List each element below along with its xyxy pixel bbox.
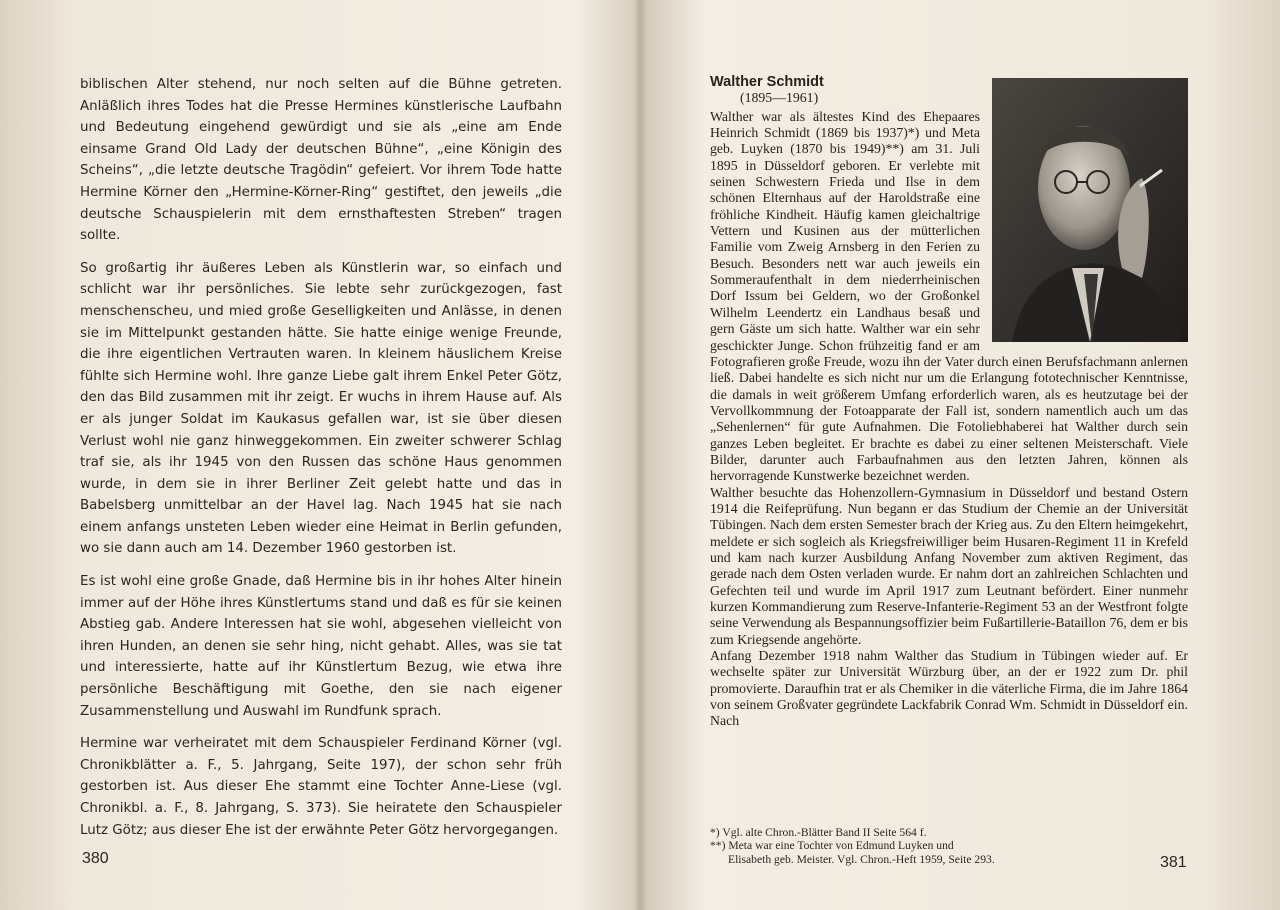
biography-heading-years: (1895—1961) (740, 90, 819, 106)
left-page-text (80, 74, 562, 852)
left-page (0, 0, 632, 910)
left-paragraph-3: Es ist wohl eine große Gnade, daß Hermine bis in ihr hohes Alter hinein immer auf der Höhe ihres Künstlertums stand und daß es für sie keinen Abstieg gab. Andere Interessen hat sie wohl, abgesehen vielleicht von ihren Hunden, an denen sie sehr hing, nicht gehabt. Alles, was sie tat und interessierte, hatte auf ihr Künstlertum Bezug, wie etwa ihre persönliche Beschäftigung mit Goethe, den sie nach eigener Zusammenstellung und Auswahl im Rundfunk sprach. (80, 574, 562, 719)
left-paragraph-1: biblischen Alter stehend, nur noch selten auf die Bühne getreten. Anläßlich ihres Todes hat die Presse Hermines künstlerische Laufbahn und Bedeutung eingehend gewürdigt und sie als „eine am Ende einsame Grand Old Lady der deutschen Bühne“, „eine Königin des Scheins“, „die letzte deutsche Tragödin“ gefeiert. Vor ihrem Tode hatte Hermine Körner den „Hermine-Körner-Ring“ gestiftet, den jeweils „die deutsche Schauspielerin mit dem ernsthaftesten Streben“ tragen sollte. (80, 77, 562, 244)
right-paragraph-3: Anfang Dezember 1918 nahm Walther das Studium in Tübingen wieder auf. Er wechselte später zur Universität Würzburg über, an der er 1922 zum Dr. phil promovierte. Daraufhin trat er als Chemiker in die väterliche Firma, die im Jahre 1864 von seinem Großvater gegründete Lackfabrik Conrad Wm. Schmidt in Düsseldorf ein. Nach (710, 648, 1188, 729)
page-number-left: 380 (82, 850, 109, 867)
biography-heading-name: Walther Schmidt (710, 74, 824, 90)
right-page-text (710, 74, 1188, 730)
left-paragraph-2: So großartig ihr äußeres Leben als Künstlerin war, so einfach und schlicht war ihr persönliches. Sie lebte sehr zurückgezogen, fast menschenscheu, und mied große Geselligkeiten und Anlässe, in denen sie im Mittelpunkt gestanden hätte. Sie hatte einige wenige Freunde, die ihre eigentlichen Vertrauten waren. In kleinem häuslichem Kreise fühlte sich Hermine wohl. Ihre ganze Liebe galt ihrem Enkel Peter Götz, den das Bild zusammen mit ihr zeigt. Er wuchs in ihrem Hause auf. Als er als junger Soldat im Kaukasus gefallen war, ist sie über diesen Verlust wohl nie ganz hinweggekommen. Ein zweiter schwerer Schlag traf sie, als ihr 1945 von den Russen das schöne Haus genommen wurde, in dem sie in ihrer Berliner Zeit gelebt hatte und das in Babelsberg unmittelbar an der Havel lag. Nach 1945 hat sie nach einem anfangs unsteten Leben wieder eine Heimat in Berlin gefunden, wo sie dann auch am 14. Dezember 1960 gestorben ist. (80, 260, 562, 557)
footnote-2: **) Meta war eine Tochter von Edmund Luyken und (710, 839, 954, 853)
portrait-photo (992, 78, 1188, 342)
footnotes (710, 826, 1140, 866)
right-paragraph-2: Walther besuchte das Hohenzollern-Gymnasium in Düsseldorf und bestand Ostern 1914 die Reifeprüfung. Nun begann er das Studium der Chemie an der Universität Tübingen. Nach dem ersten Semester brach der Krieg aus. Zu den Eltern heimgekehrt, meldete er sich sogleich als Kriegsfreiwilliger beim Husaren-Regiment 11 in Krefeld und kam nach kurzer Ausbildung Anfang November zum aktiven Regiment, das gerade nach dem Osten verladen wurde. Er nahm dort an zahlreichen Schlachten und Gefechten teil und wurde im April 1917 zum Leutnant befördert. Einer nunmehr kurzen Kommandierung zum Reserve-Infanterie-Regiment 53 an der Westfront folgte seine Verwendung als Bespannungsoffizier beim Fußartillerie-Bataillon 76, dem er bis zum Kriegsende angehörte. (710, 484, 1188, 647)
left-paragraph-4: Hermine war verheiratet mit dem Schauspieler Ferdinand Körner (vgl. Chronikblätter a. F., 5. Jahrgang, Seite 197), der schon sehr früh gestorben ist. Aus dieser Ehe stammt eine Tochter Anne-Liese (vgl. Chronikbl. a. F., 8. Jahrgang, S. 373). Sie heiratete den Schauspieler Lutz Götz; aus dieser Ehe ist der erwähnte Peter Götz hervorgegangen. (80, 736, 562, 838)
footnote-1: *) Vgl. alte Chron.-Blätter Band II Seite 564 f. (710, 826, 927, 839)
right-paragraph-1: Walther war als ältestes Kind des Ehepaares Heinrich Schmidt (1869 bis 1937)*) und Meta geb. Luyken (1870 bis 1949)**) am 31. Juli 1895 in Düsseldorf geboren. Er verlebte mit seinen Schwestern Frieda und Ilse in dem schönen Elternhaus auf der Haroldstraße eine fröhliche Kindheit. Häufig kamen gleichaltrige Vettern und Kusinen aus der mütterlichen Familie vom Zweig Arnsberg in den Ferien zu Besuch. Besonders nett war auch jeweils ein Sommeraufenthalt in dem niederrheinischen Dorf Issum bei Geldern, wo der Großonkel Wilhelm Leendertz ein Landhaus besaß und gern Gäste um sich hatte. Walther war ein sehr geschickter Junge. Schon frühzeitig fand er am Fotografieren große Freude, wozu ihn der Vater durch einen Berufsfachmann anlernen ließ. Dabei handelte es sich nicht nur um die Erlangung fototechnischer Kenntnisse, die damals in weit größerem Umfang erforderlich waren, als es heutzutage bei der Vervollkommnung der Fotoapparate der Fall ist, sondern namentlich auch um das „Sehenlernen“ für gute Aufnahmen. Die Fotoliebhaberei hat Walther durch sein ganzes Leben begleitet. Er brachte es dabei zu einer seltenen Meisterschaft. Viele Bilder, darunter auch Farbaufnahmen aus den letzten Jahren, können als hervorragende Kunstwerke bezeichnet werden. (710, 108, 1188, 484)
page-number-right: 381 (1160, 854, 1187, 871)
footnote-2-continued: Elisabeth geb. Meister. Vgl. Chron.-Heft 1959, Seite 293. (728, 852, 995, 866)
